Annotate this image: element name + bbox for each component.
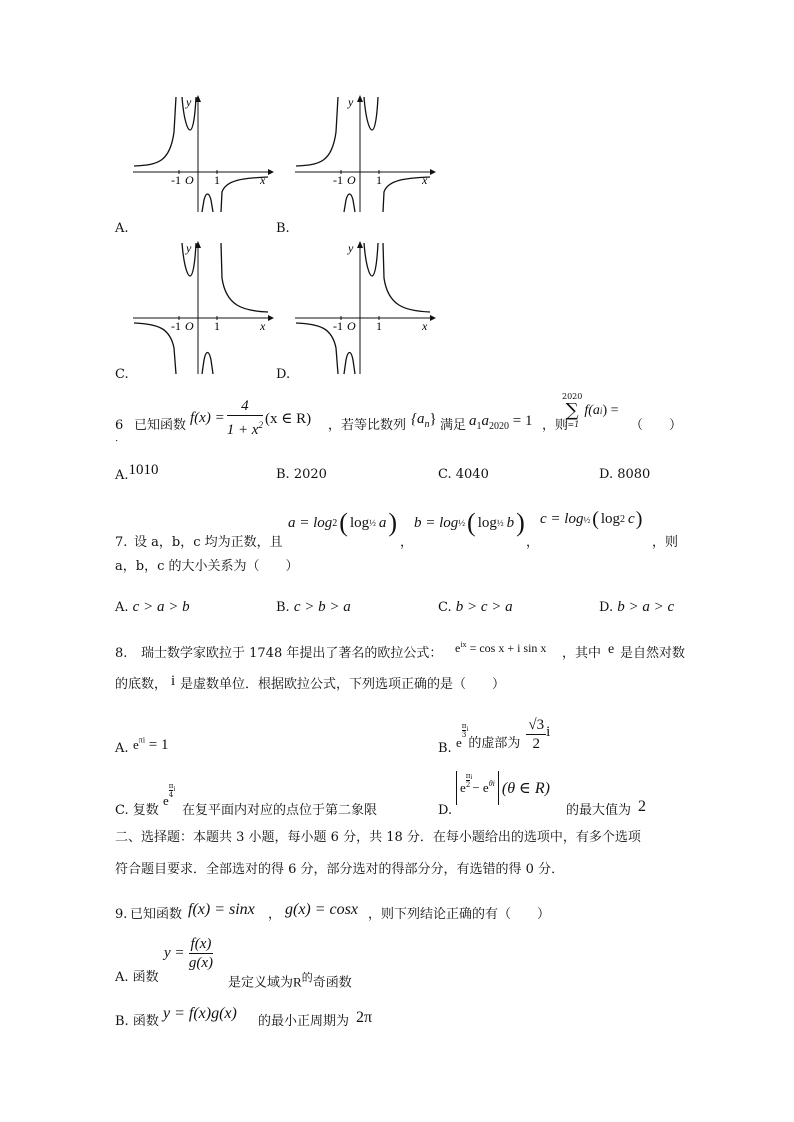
- graph-a-1: 1: [214, 173, 220, 187]
- q7-expr-c: c = log ½ ( log 2 c ): [540, 508, 643, 530]
- graph-c: [128, 238, 276, 378]
- q9-text2: ，则下列结论正确的有（ ）: [368, 907, 551, 922]
- q7-line2: a，b，c 的大小关系为（ ）: [115, 559, 299, 574]
- q8-opt-b-expr: e π 3 i 的虚部为 $\frac{√3}{2}$ i: [456, 717, 551, 752]
- q8-opt-d-text: 的最大值为: [566, 803, 632, 818]
- q9-opt-b-expr: y = f(x)g(x): [163, 1005, 237, 1022]
- q9-text1: 已知函数: [130, 907, 183, 922]
- graph-a-label: A.: [115, 221, 129, 236]
- q7-opt-a[interactable]: A. c > a > b: [115, 599, 190, 615]
- graph-d-1: 1: [376, 319, 382, 333]
- q9-opt-b[interactable]: B. 函数: [115, 1014, 159, 1029]
- graph-c-neg1: -1: [171, 319, 181, 333]
- graph-b: [290, 92, 438, 217]
- q7-opt-c[interactable]: C. b > c > a: [438, 599, 513, 615]
- graph-a-neg1: -1: [171, 173, 181, 187]
- q7-opt-d[interactable]: D. b > a > c: [599, 599, 675, 615]
- q6-cond: $a_1a_{2020} = 1$: [469, 413, 533, 433]
- graph-a-origin: O: [185, 173, 194, 187]
- q9-opt-b-val: 2π: [356, 1009, 373, 1026]
- q7-comma1: ，: [400, 535, 414, 550]
- q6-sum: 2020 ∑ i=1 f(a i ) =: [562, 392, 619, 429]
- q9-opt-b-text2: 的最小正周期为: [258, 1014, 350, 1029]
- q8-opt-a-expr: $e^{\pi i} = 1$: [133, 735, 169, 753]
- q7-comma2: ，: [526, 535, 540, 550]
- q8-text3: 是自然对数: [620, 646, 686, 661]
- graph-b-origin: O: [347, 173, 356, 187]
- q8-i: i: [171, 673, 176, 689]
- q7-expr-a: a = log 2 ( log ½ a ): [288, 508, 398, 537]
- q9-g: g(x) = cosx: [285, 901, 358, 918]
- q8-opt-d[interactable]: D.: [438, 803, 453, 818]
- q6-opt-b[interactable]: B. 2020: [276, 467, 327, 482]
- q9-opt-a-expr: y = $\frac{f(x)}{g(x)}$: [164, 936, 214, 971]
- q8-formula: $e^{ix} = \cos x + i$ sin x: [455, 640, 547, 655]
- q6-opt-d[interactable]: D. 8080: [599, 467, 651, 482]
- graph-d: [290, 238, 438, 378]
- graph-d-x: x: [422, 319, 428, 333]
- q8-e: e: [608, 642, 615, 657]
- q9-opt-a-text2: 是定义域为$R^的$奇函数: [228, 971, 352, 991]
- graph-b-neg1: -1: [333, 173, 343, 187]
- graph-a-x: x: [260, 173, 266, 187]
- q6-text3: 满足: [440, 418, 467, 433]
- q8-opt-d-expr: e π 2 i − e $^{\theta i}$ (θ ∈ R): [456, 768, 550, 808]
- q8-opt-c-text: 在复平面内对应的点位于第二象限: [182, 803, 378, 818]
- graph-d-label: D.: [276, 367, 291, 382]
- q7-opt-b[interactable]: B. c > b > a: [276, 599, 351, 615]
- q8-opt-d-val: 2: [638, 798, 646, 815]
- q6-seq: $\{a_n\}$: [411, 411, 437, 431]
- graph-b-x: x: [422, 173, 428, 187]
- graph-c-origin: O: [185, 319, 194, 333]
- graph-b-1: 1: [376, 173, 382, 187]
- q8-text2: ，其中: [562, 646, 602, 661]
- q6-text2: ，若等比数列: [328, 418, 407, 433]
- q6-text1: 已知函数: [134, 418, 187, 433]
- q7-text1: 设 a，b，c 均为正数，且: [134, 535, 283, 550]
- graph-a-y: y: [186, 95, 192, 109]
- q8-opt-c-expr: e π 4 i: [163, 782, 176, 808]
- graph-d-origin: O: [347, 319, 356, 333]
- q6-paren: （ ）: [630, 418, 683, 433]
- q6-function: f(x) = $\frac{4}{1 + x^2}$ (x ∈ R): [190, 398, 312, 438]
- q9-opt-a[interactable]: A. 函数: [115, 970, 159, 985]
- q8-text1: 瑞士数学家欧拉于 1748 年提出了著名的欧拉公式：: [141, 646, 443, 661]
- q6-opt-a[interactable]: A.1010: [115, 462, 159, 483]
- graph-c-1: 1: [214, 319, 220, 333]
- q8-number: 8.: [115, 646, 128, 661]
- q8-opt-c[interactable]: C. 复数: [115, 803, 159, 818]
- q9-f: f(x) = sinx: [188, 901, 255, 918]
- q6-opt-c[interactable]: C. 4040: [438, 467, 489, 482]
- graph-c-x: x: [260, 319, 266, 333]
- graph-b-label: B.: [276, 221, 290, 236]
- section2-line2: 符合题目要求．全部选对的得 6 分，部分选对的得部分分，有选错的得 0 分．: [115, 862, 565, 877]
- graph-c-y: y: [186, 241, 192, 255]
- graph-a: [128, 92, 276, 217]
- q6-number: $6_.$: [115, 418, 125, 444]
- q9-comma: ，: [268, 907, 282, 922]
- q8-line2a: 的底数，: [115, 677, 168, 692]
- q8-opt-b[interactable]: B.: [438, 741, 452, 756]
- q7-number: 7.: [115, 535, 128, 550]
- section2-line1: 二、选择题：本题共 3 小题，每小题 6 分，共 18 分．在每小题给出的选项中，有多个选项: [115, 830, 641, 845]
- graph-b-y: y: [348, 95, 354, 109]
- q8-opt-a[interactable]: A.: [115, 741, 129, 756]
- q7-text2: ，则: [652, 535, 679, 550]
- q9-number: 9.: [115, 907, 128, 922]
- q6-text4: ，则: [542, 418, 569, 433]
- q7-expr-b: b = log ½ ( log ½ b ): [414, 508, 525, 537]
- graph-d-y: y: [348, 241, 354, 255]
- graph-d-neg1: -1: [333, 319, 343, 333]
- graph-c-label: C.: [115, 367, 129, 382]
- q8-line2b: 是虚数单位．根据欧拉公式，下列选项正确的是（ ）: [180, 677, 506, 692]
